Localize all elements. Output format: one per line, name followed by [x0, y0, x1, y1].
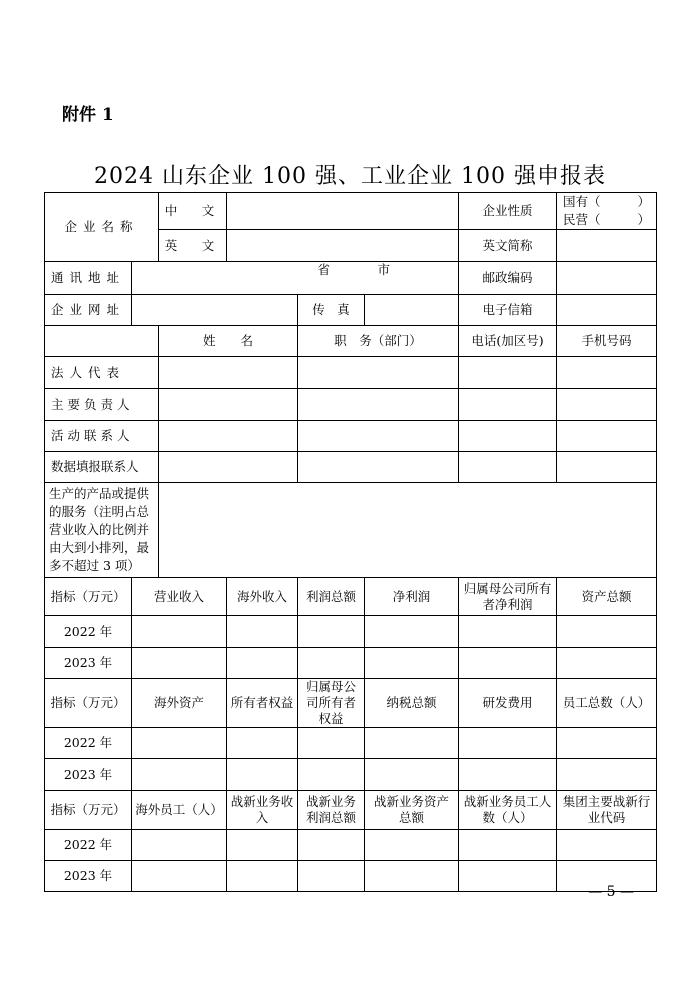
indicator-label: 指标（万元）	[45, 679, 132, 728]
contact-name-field[interactable]	[159, 389, 298, 421]
address-label: 通讯地址	[45, 262, 132, 295]
data-cell[interactable]	[132, 616, 227, 648]
year-label: 2022 年	[45, 616, 132, 648]
indicator-header: 归属母公司所有者权益	[298, 679, 365, 728]
indicator-header: 所有者权益	[227, 679, 298, 728]
contact-role-head: 主要负责人	[45, 389, 159, 421]
data-cell[interactable]	[227, 728, 298, 759]
chinese-label: 中 文	[159, 193, 227, 230]
form-title: 2024 山东企业 100 强、工业企业 100 强申报表	[94, 164, 606, 189]
data-cell[interactable]	[227, 830, 298, 861]
postal-code-field[interactable]	[557, 262, 657, 295]
year-label: 2023 年	[45, 861, 132, 892]
indicator-label: 指标（万元）	[45, 791, 132, 830]
data-cell[interactable]	[557, 616, 657, 648]
contact-mobile-field[interactable]	[557, 357, 657, 389]
data-cell[interactable]	[365, 861, 459, 892]
attachment-label: 附件 1	[62, 105, 114, 125]
indicator-header: 归属母公司所有者净利润	[459, 578, 557, 616]
data-cell[interactable]	[557, 830, 657, 861]
data-cell[interactable]	[365, 759, 459, 791]
data-cell[interactable]	[557, 759, 657, 791]
english-label: 英 文	[159, 230, 227, 262]
data-cell[interactable]	[227, 648, 298, 679]
contact-position-field[interactable]	[298, 452, 459, 483]
year-label: 2023 年	[45, 759, 132, 791]
website-field[interactable]	[132, 295, 298, 326]
contact-phone-field[interactable]	[459, 389, 557, 421]
contact-header-blank	[45, 326, 159, 357]
email-field[interactable]	[557, 295, 657, 326]
data-cell[interactable]	[365, 648, 459, 679]
english-abbr-field[interactable]	[557, 230, 657, 262]
products-field[interactable]	[159, 483, 657, 578]
indicator-label: 指标（万元）	[45, 578, 132, 616]
contact-role-legal: 法人代表	[45, 357, 159, 389]
indicator-header: 战新业务利润总额	[298, 791, 365, 830]
contact-name-field[interactable]	[159, 452, 298, 483]
data-cell[interactable]	[557, 648, 657, 679]
data-cell[interactable]	[459, 830, 557, 861]
indicator-header: 战新业务员工人数（人）	[459, 791, 557, 830]
indicator-header: 营业收入	[132, 578, 227, 616]
data-cell[interactable]	[298, 830, 365, 861]
postal-code-label: 邮政编码	[459, 262, 557, 295]
contact-mobile-field[interactable]	[557, 389, 657, 421]
indicator-header: 海外员工（人）	[132, 791, 227, 830]
data-cell[interactable]	[459, 861, 557, 892]
state-owned-label: 国有（	[563, 194, 601, 209]
contact-position-field[interactable]	[298, 421, 459, 452]
contact-position-field[interactable]	[298, 389, 459, 421]
fax-field[interactable]	[365, 295, 459, 326]
email-label: 电子信箱	[459, 295, 557, 326]
indicator-header: 集团主要战新行业代码	[557, 791, 657, 830]
indicator-header: 战新业务资产总额	[365, 791, 459, 830]
fax-label: 传 真	[298, 295, 365, 326]
province-label: 省	[317, 262, 330, 277]
website-label: 企业网址	[45, 295, 132, 326]
products-label: 生产的产品或提供的服务（注明占总营业收入的比例并由大到小排列，最多不超过 3 项）	[45, 483, 159, 578]
contact-role-activity: 活动联系人	[45, 421, 159, 452]
english-abbr-label: 英文简称	[459, 230, 557, 262]
data-cell[interactable]	[132, 759, 227, 791]
chinese-name-field[interactable]	[227, 193, 459, 230]
name-header: 姓 名	[159, 326, 298, 357]
page-number: — 5 —	[588, 884, 634, 900]
indicator-header: 海外收入	[227, 578, 298, 616]
contact-phone-field[interactable]	[459, 421, 557, 452]
phone-header: 电话(加区号)	[459, 326, 557, 357]
year-label: 2022 年	[45, 830, 132, 861]
data-cell[interactable]	[227, 616, 298, 648]
address-field[interactable]	[132, 262, 459, 295]
contact-name-field[interactable]	[159, 421, 298, 452]
indicator-header: 利润总额	[298, 578, 365, 616]
year-label: 2023 年	[45, 648, 132, 679]
data-cell[interactable]	[132, 728, 227, 759]
data-cell[interactable]	[459, 759, 557, 791]
data-cell[interactable]	[132, 648, 227, 679]
contact-phone-field[interactable]	[459, 357, 557, 389]
data-cell[interactable]	[132, 830, 227, 861]
data-cell[interactable]	[227, 861, 298, 892]
position-header: 职 务（部门）	[298, 326, 459, 357]
indicator-header: 纳税总额	[365, 679, 459, 728]
contact-mobile-field[interactable]	[557, 452, 657, 483]
nature-label: 企业性质	[459, 193, 557, 230]
contact-phone-field[interactable]	[459, 452, 557, 483]
indicator-header: 净利润	[365, 578, 459, 616]
data-cell[interactable]	[298, 648, 365, 679]
data-cell[interactable]	[365, 616, 459, 648]
city-label: 市	[377, 262, 390, 277]
contact-position-field[interactable]	[298, 357, 459, 389]
year-label: 2022 年	[45, 728, 132, 759]
indicator-header: 资产总额	[557, 578, 657, 616]
indicator-header: 研发费用	[459, 679, 557, 728]
company-name-label: 企业名称	[45, 193, 159, 262]
data-cell[interactable]	[298, 861, 365, 892]
data-cell[interactable]	[227, 759, 298, 791]
data-cell[interactable]	[459, 648, 557, 679]
indicator-header: 战新业务收入	[227, 791, 298, 830]
data-cell[interactable]	[298, 759, 365, 791]
data-cell[interactable]	[132, 861, 227, 892]
indicator-header: 海外资产	[132, 679, 227, 728]
data-cell[interactable]	[365, 728, 459, 759]
data-cell[interactable]	[298, 728, 365, 759]
contact-mobile-field[interactable]	[557, 421, 657, 452]
nature-options[interactable]: 国有（ ） 民营（ ）	[557, 193, 657, 230]
contact-name-field[interactable]	[159, 357, 298, 389]
mobile-header: 手机号码	[557, 326, 657, 357]
application-form-table	[44, 192, 657, 892]
english-name-field[interactable]	[227, 230, 459, 262]
indicator-header: 员工总数（人）	[557, 679, 657, 728]
data-cell[interactable]	[365, 830, 459, 861]
data-cell[interactable]	[459, 616, 557, 648]
data-cell[interactable]	[298, 616, 365, 648]
private-label: 民营（	[563, 212, 601, 227]
data-cell[interactable]	[557, 728, 657, 759]
data-cell[interactable]	[459, 728, 557, 759]
contact-role-data: 数据填报联系人	[45, 452, 159, 483]
